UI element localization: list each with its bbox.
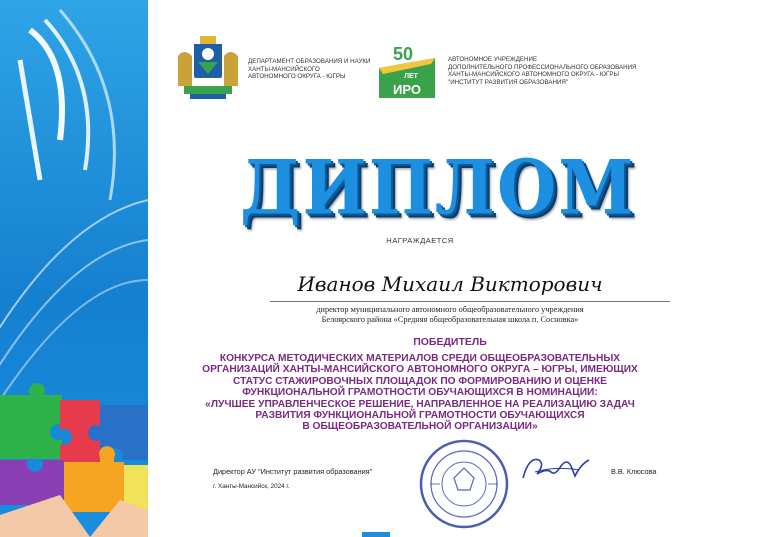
awarded-label: НАГРАЖДАЕТСЯ	[386, 236, 454, 245]
institute-line: "ИНСТИТУТ РАЗВИТИЯ ОБРАЗОВАНИЯ"	[448, 78, 569, 86]
description-line: РАЗВИТИЯ ФУНКЦИОНАЛЬНОЙ ГРАМОТНОСТИ ОБУЧАЮЩИХСЯ	[255, 410, 585, 422]
department-line: АВТОНОМНОГО ОКРУГА - ЮГРЫ	[248, 73, 346, 81]
description-line: «ЛУЧШЕЕ УПРАВЛЕНЧЕСКОЕ РЕШЕНИЕ, НАПРАВЛЕННОЕ НА РЕАЛИЗАЦИЮ ЗАДАЧ	[205, 398, 635, 410]
iro-logo-number: 50	[392, 44, 414, 64]
institute-line: ХАНТЫ-МАНСИЙСКОГО АВТОНОМНОГО ОКРУГА - ЮГРЫ	[448, 71, 620, 79]
description-line: В ОБЩЕОБРАЗОВАТЕЛЬНОЙ ОРГАНИЗАЦИИ»	[302, 421, 538, 433]
coat-of-arms-icon	[174, 36, 242, 100]
description-line: СТАТУС СТАЖИРОВОЧНЫХ ПЛОЩАДОК ПО ФОРМИРОВАНИЮ И ОЦЕНКЕ	[233, 375, 607, 387]
description-line: ФУНКЦИОНАЛЬНОЙ ГРАМОТНОСТИ ОБУЧАЮЩИХСЯ В НОМИНАЦИИ:	[242, 387, 598, 399]
diploma-title: ДИПЛОМ	[240, 144, 636, 232]
status-label: ПОБЕДИТЕЛЬ	[413, 336, 487, 348]
iro-logo-abbr: ИРО	[393, 82, 421, 97]
director-title: Директор АУ "Институт развития образования"	[213, 467, 373, 476]
header	[170, 28, 730, 108]
position-line: директор муниципального автономного общеобразовательного учреждения	[316, 305, 584, 314]
bottom-tab-decoration	[362, 532, 390, 537]
institute-name	[448, 56, 648, 86]
award-description	[178, 353, 662, 433]
institute-line: АВТОНОМНОЕ УЧРЕЖДЕНИЕ	[448, 56, 538, 63]
description-line: ОРГАНИЗАЦИЙ ХАНТЫ-МАНСИЙСКОГО АВТОНОМНОГО ОКРУГА – ЮГРЫ, ИМЕЮЩИХ	[202, 364, 638, 376]
puzzle-icon	[0, 383, 148, 515]
iro-logo-years: ЛЕТ	[404, 73, 418, 80]
name-underline	[270, 301, 670, 302]
signature-icon	[515, 450, 595, 490]
recipient-position	[245, 305, 655, 324]
department-line: ДЕПАРТАМЕНТ ОБРАЗОВАНИЯ И НАУКИ	[248, 58, 371, 65]
recipient-name: Иванов Михаил Викторович	[297, 272, 603, 296]
description-line: КОНКУРСА МЕТОДИЧЕСКИХ МАТЕРИАЛОВ СРЕДИ ОБЩЕОБРАЗОВАТЕЛЬНЫХ	[219, 353, 621, 364]
department-line: ХАНТЫ-МАНСИЙСКОГО	[248, 65, 320, 73]
institute-line: ДОПОЛНИТЕЛЬНОГО ПРОФЕССИОНАЛЬНОГО ОБРАЗОВАНИЯ	[448, 63, 637, 71]
director-name: В.В. Клюсова	[611, 467, 657, 476]
city-year: г. Ханты-Мансийск, 2024 г.	[213, 483, 290, 490]
decorative-lines	[0, 0, 148, 537]
iro-logo-icon	[375, 38, 439, 102]
left-decorative-band	[0, 0, 148, 537]
position-line: Белоярского района «Средняя общеобразовательная школа п. Сосновка»	[321, 314, 579, 324]
stamp-icon	[418, 438, 510, 530]
department-name	[248, 58, 388, 81]
